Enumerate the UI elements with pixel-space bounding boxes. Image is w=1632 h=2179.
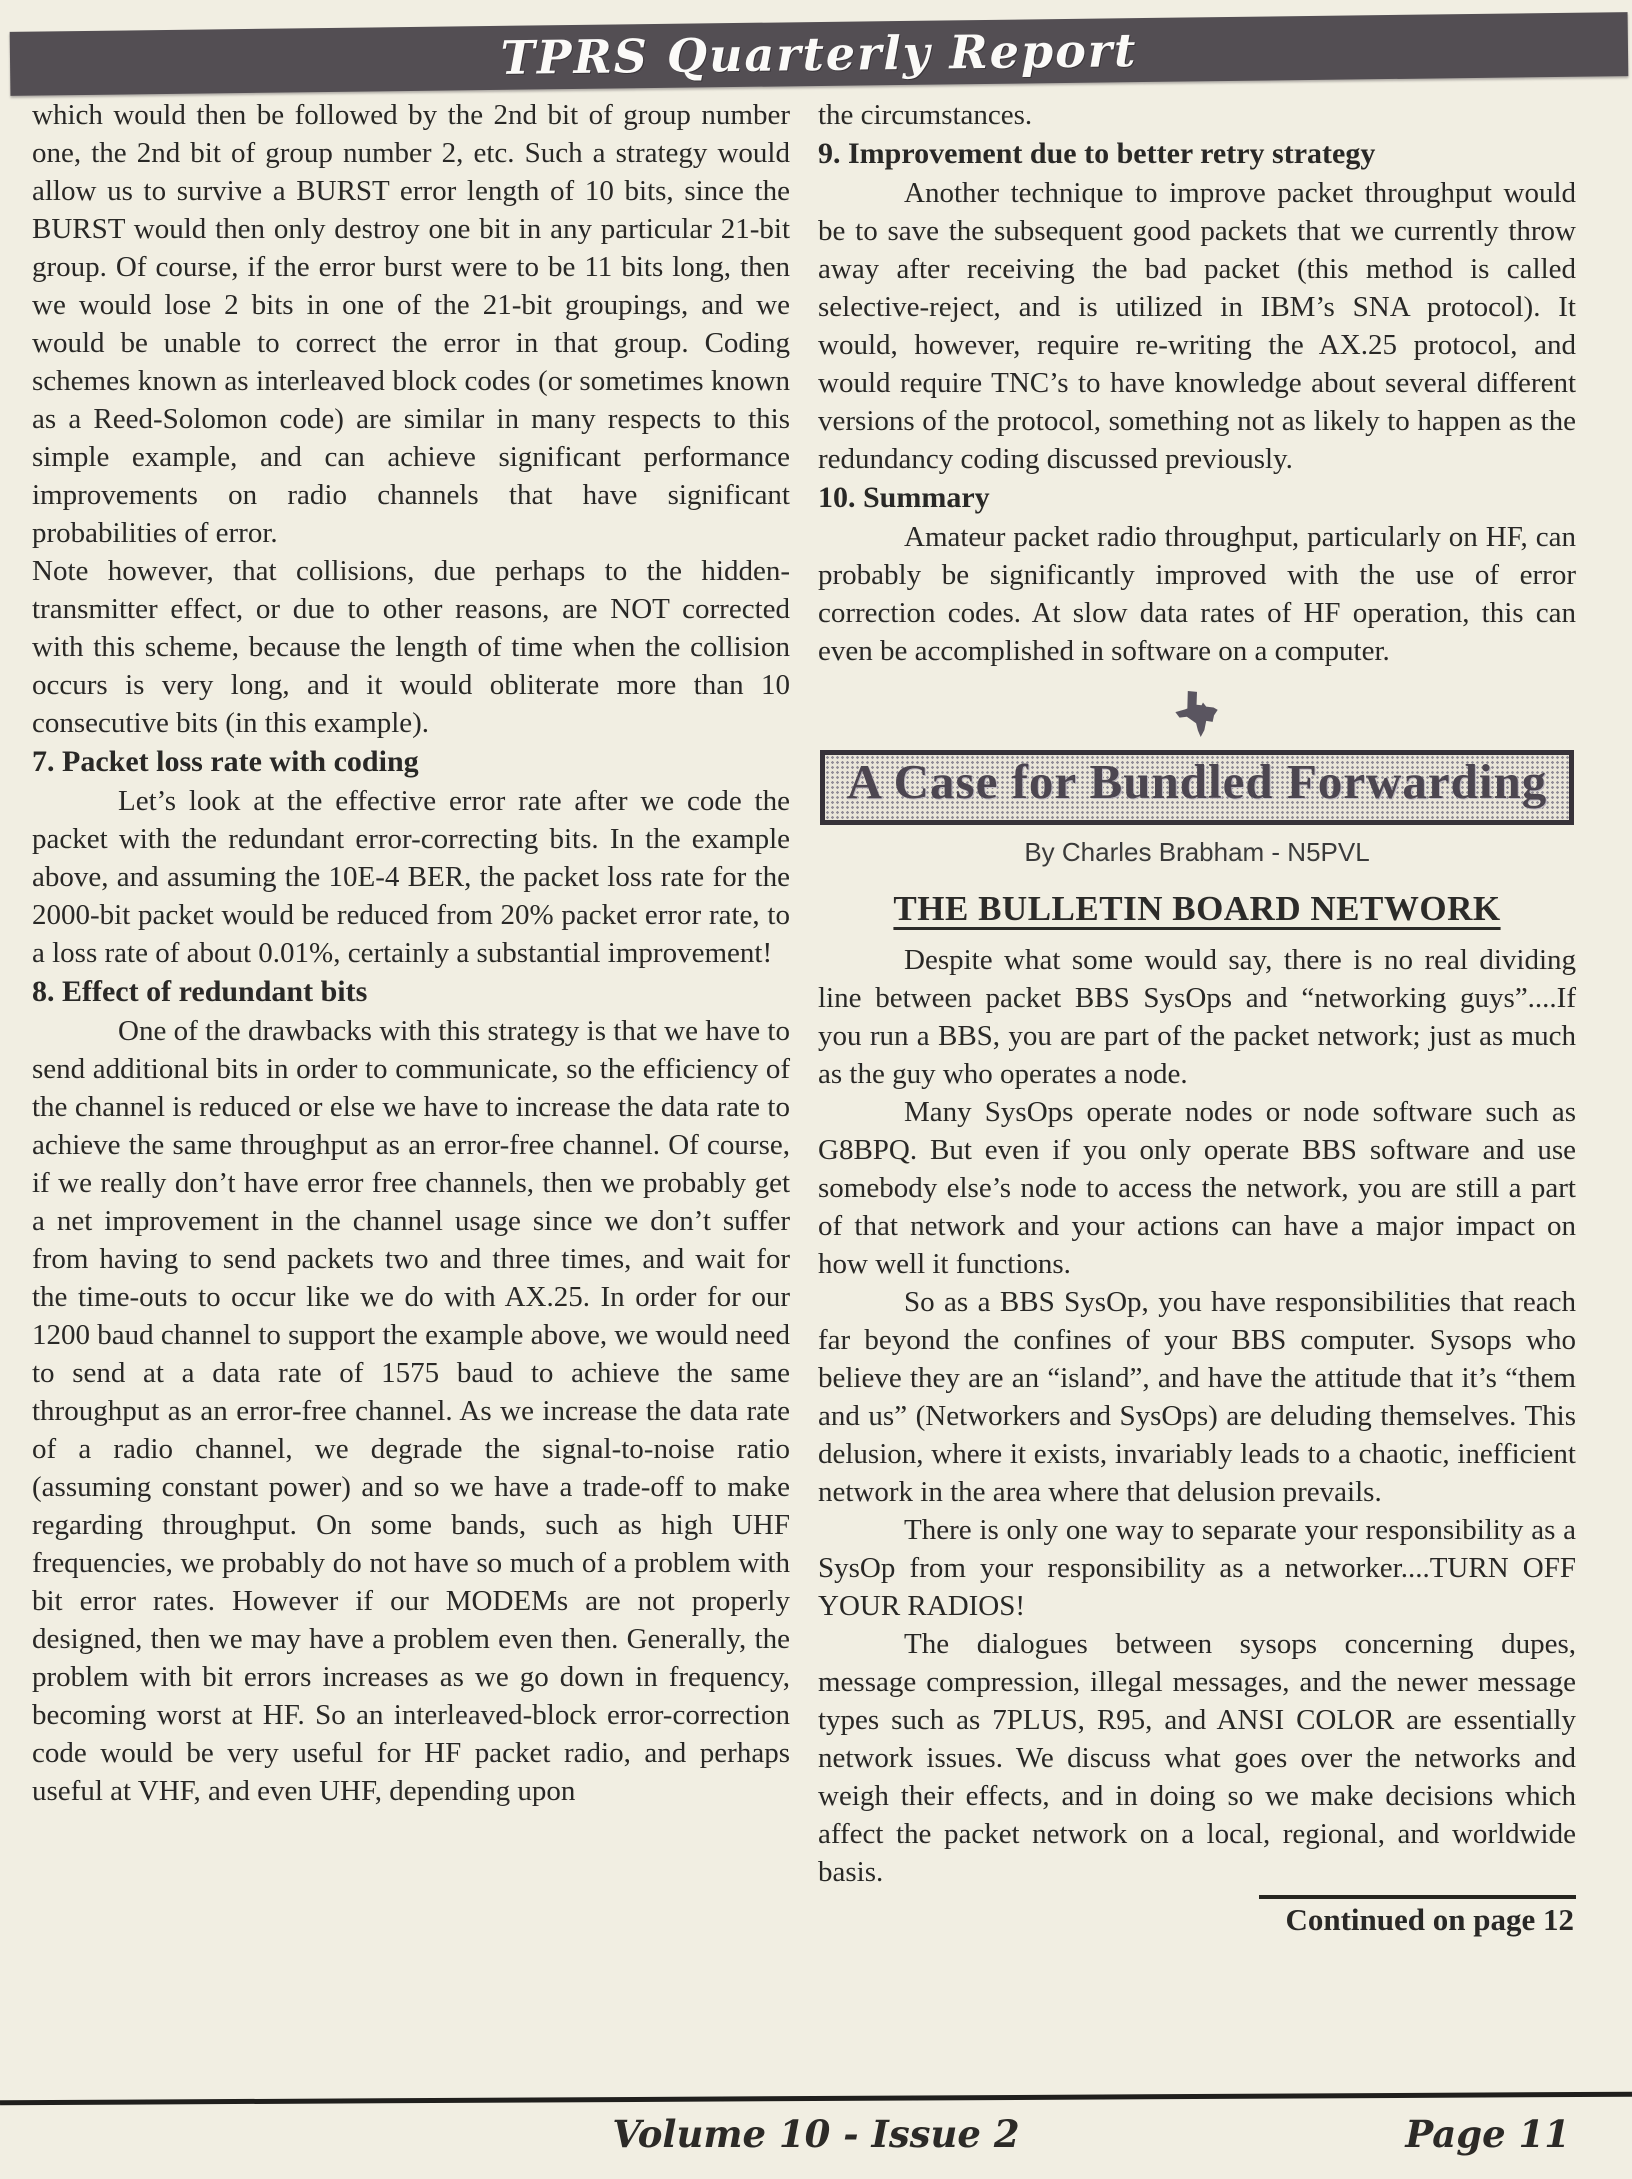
section-heading-8: 8. Effect of redundant bits [32, 975, 368, 1008]
footer-rule [0, 2092, 1632, 2106]
masthead-title: TPRS Quarterly Report [500, 23, 1138, 85]
section-heading-7: 7. Packet loss rate with coding [32, 745, 419, 778]
article-title-banner [820, 750, 1574, 825]
left-column [32, 96, 790, 1939]
body-paragraph: Despite what some would say, there is no real dividing line between packet BBS SysOps and “networking guys”....If you run a BBS, you are part of the packet network; just as much as the guy who operates a node. [818, 944, 1576, 1090]
footer-volume-issue: Volume 10 - Issue 2 [612, 2112, 1020, 2156]
section-divider [818, 686, 1576, 742]
article-byline: By Charles Brabham - N5PVL [1024, 837, 1370, 867]
continued-text: Continued on page 12 [1259, 1895, 1576, 1939]
body-paragraph: Note however, that collisions, due perhaps to the hidden-transmitter effect, or due to other reasons, are NOT corrected with this scheme, because the length of time when the collision occurs is very long, and it would obliterate more than 10 consecutive bits (in this example). [32, 555, 790, 739]
texas-icon [1174, 686, 1220, 742]
continued-note [818, 1895, 1576, 1939]
body-paragraph: One of the drawbacks with this strategy is that we have to send additional bits in order to communicate, so the efficiency of the channel is reduced or else we have to increase the data rate to achieve the same throughput as an error-free channel. Of course, if we really don’t have error free channels, then we probably get a net improvement in the channel usage since we don’t suffer from having to send packets two and three times, and wait for the time-outs to occur like we do with AX.25. In order for our 1200 baud channel to support the example above, we would need to send at a data rate of 1575 baud to achieve the same throughput as an error-free channel. As we increase the data rate of a radio channel, we degrade the signal-to-noise ratio (assuming constant power) and so we have a trade-off to make regarding throughput. On some bands, such as high UHF frequencies, we probably do not have so much of a problem with bit error rates. However if our MODEMs are not properly designed, then we may have a problem even then. Generally, the problem with bit errors increases as we go down in frequency, becoming worst at HF. So an interleaved-block error-correction code would be very useful for HF packet radio, and perhaps useful at VHF, and even UHF, depending upon [32, 1015, 790, 1807]
article-section-heading: THE BULLETIN BOARD NETWORK [893, 889, 1501, 928]
body-paragraph: So as a BBS SysOp, you have responsibilities that reach far beyond the confines of your BBS computer. Sysops who believe they are an “island”, and have the attitude that it’s “them and us” (Networkers and SysOps) are deluding themselves. This delusion, where it exists, invariably leads to a chaotic, inefficient network in the area where that delusion prevails. [818, 1286, 1576, 1508]
body-paragraph: Let’s look at the effective error rate after we code the packet with the redundant error-correcting bits. In the example above, and assuming the 10E-4 BER, the packet loss rate for the 2000-bit packet would be reduced from 20% packet error rate, to a loss rate of about 0.01%, certainly a substantial improvement! [32, 785, 790, 969]
section-heading-10: 10. Summary [818, 481, 990, 514]
footer-page-number: Page 11 [1405, 2112, 1570, 2156]
body-paragraph: Another technique to improve packet throughput would be to save the subsequent good packets that we currently throw away after receiving the bad packet (this method is called selective-reject, and is utilized in IBM’s SNA protocol). It would, however, require re-writing the AX.25 protocol, and would require TNC’s to have knowledge about several different versions of the protocol, something not as likely to happen as the redundancy coding discussed previously. [818, 177, 1576, 475]
page-content [32, 96, 1576, 1939]
body-paragraph: Amateur packet radio throughput, particularly on HF, can probably be significantly improved with the use of error correction codes. At slow data rates of HF operation, this can even be accomplished in software on a computer. [818, 521, 1576, 667]
right-column [818, 96, 1576, 1939]
body-paragraph: which would then be followed by the 2nd bit of group number one, the 2nd bit of group number 2, etc. Such a strategy would allow us to survive a BURST error length of 10 bits, since the BURST would then only destroy one bit in any particular 21-bit group. Of course, if the error burst were to be 11 bits long, then we would lose 2 bits in one of the 21-bit groupings, and we would be unable to correct the error in that group. Coding schemes known as interleaved block codes (or sometimes known as a Reed-Solomon code) are similar in many respects to this simple example, and can achieve significant performance improvements on radio channels that have significant probabilities of error. [32, 99, 790, 549]
article-title: A Case for Bundled Forwarding [846, 754, 1548, 809]
body-paragraph: Many SysOps operate nodes or node software such as G8BPQ. But even if you only operate BBS software and use somebody else’s node to access the network, you are still a part of that network and your actions can have a major impact on how well it functions. [818, 1096, 1576, 1280]
body-paragraph: The dialogues between sysops concerning dupes, message compression, illegal messages, and the newer message types such as 7PLUS, R95, and ANSI COLOR are essentially network issues. We discuss what goes over the networks and weigh their effects, and in doing so we make decisions which affect the packet network on a local, regional, and worldwide basis. [818, 1628, 1576, 1888]
body-paragraph: the circumstances. [818, 99, 1033, 131]
body-paragraph: There is only one way to separate your responsibility as a SysOp from your responsibility as a networker....TURN OFF YOUR RADIOS! [818, 1514, 1576, 1622]
section-heading-9: 9. Improvement due to better retry strategy [818, 137, 1376, 170]
page-footer [0, 2112, 1632, 2174]
masthead-banner [10, 12, 1629, 96]
